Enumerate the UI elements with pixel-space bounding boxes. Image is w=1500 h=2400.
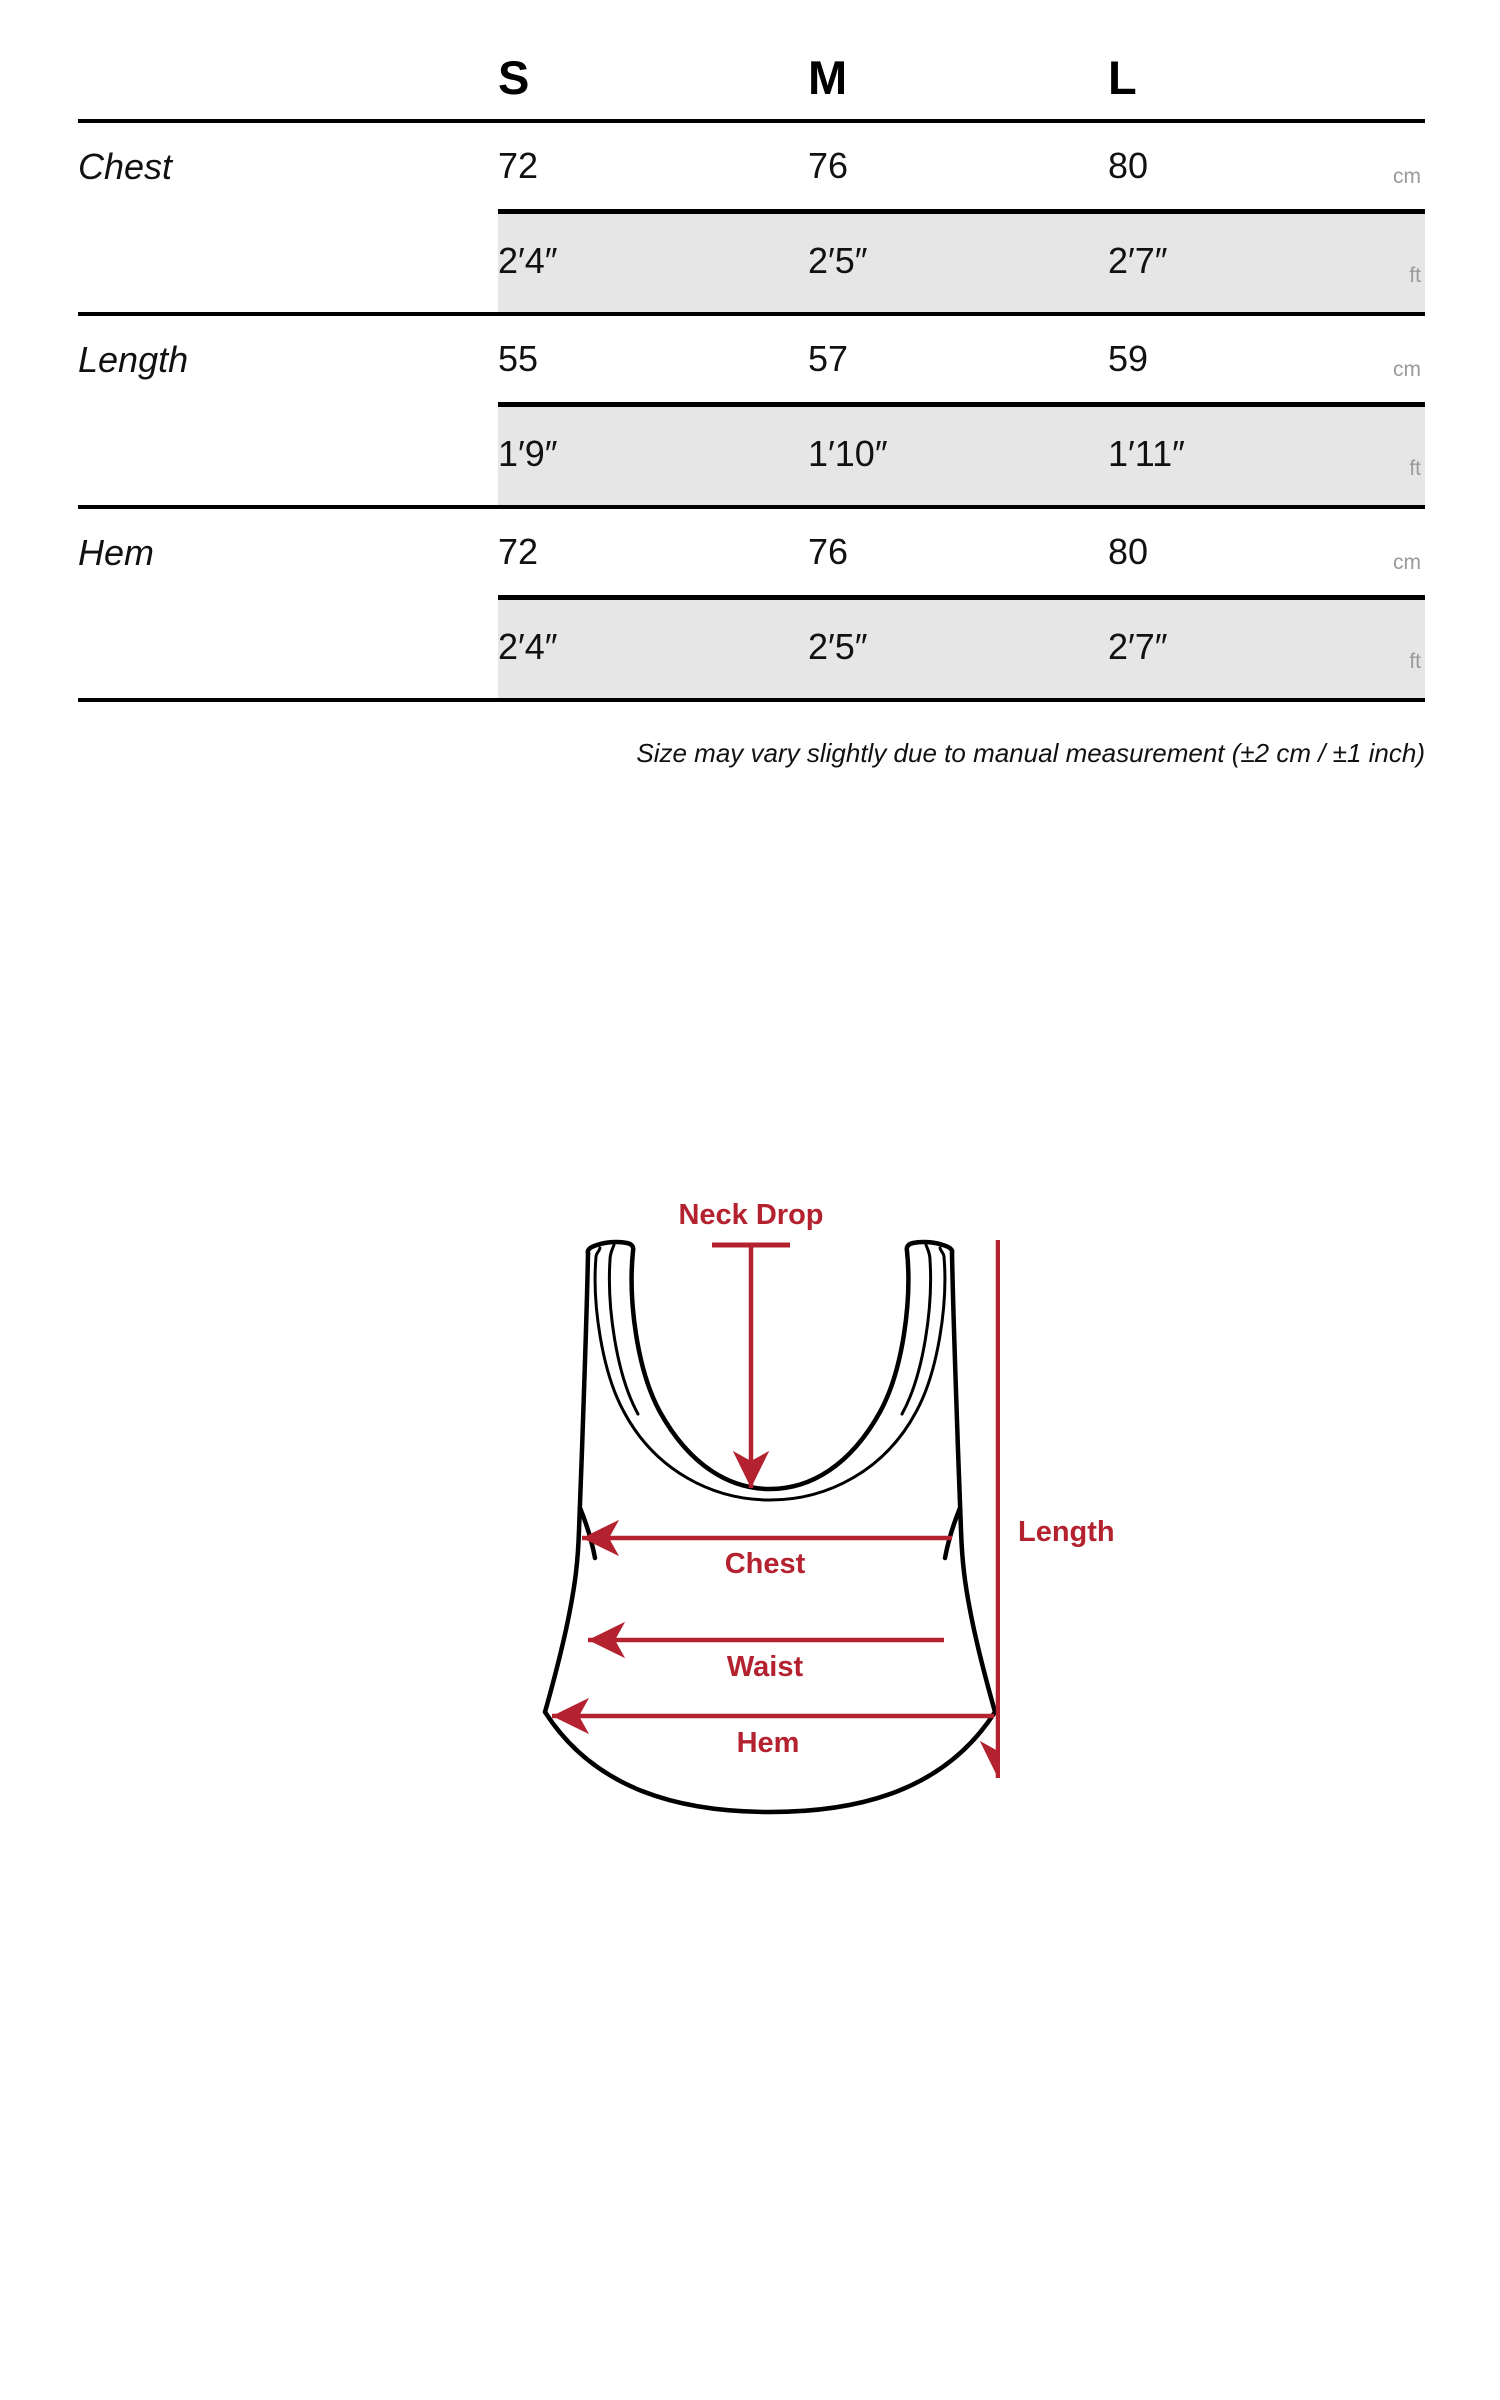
garment-measurement-diagram <box>540 1190 1115 1830</box>
table-row <box>78 212 1425 315</box>
size-chart-table <box>78 50 1425 702</box>
cell-length-cm-l: 59 <box>1108 314 1363 405</box>
cell-chest-ft-l: 2′7″ <box>1108 212 1363 315</box>
row-label-hem-imperial-blank <box>78 598 498 701</box>
table-row <box>78 121 1425 212</box>
unit-hem-cm: cm <box>1363 507 1425 598</box>
chest-label: Chest <box>724 1548 806 1580</box>
row-label-chest-imperial-blank <box>78 212 498 315</box>
header-size-m: M <box>808 51 848 104</box>
header-size-l: L <box>1108 51 1137 104</box>
cell-chest-ft-m: 2′5″ <box>808 212 1108 315</box>
row-label-hem: Hem <box>78 507 498 598</box>
cell-hem-ft-s: 2′4″ <box>498 598 808 701</box>
row-label-length: Length <box>78 314 498 405</box>
cell-length-ft-l: 1′11″ <box>1108 405 1363 508</box>
unit-length-ft: ft <box>1363 405 1425 508</box>
table-row <box>78 598 1425 701</box>
cell-hem-ft-l: 2′7″ <box>1108 598 1363 701</box>
neck-drop-measurement <box>678 1199 823 1488</box>
cell-length-cm-s: 55 <box>498 314 808 405</box>
measurement-disclaimer: Size may vary slightly due to manual measurement (±2 cm / ±1 inch) <box>636 738 1425 768</box>
cell-chest-cm-m: 76 <box>808 121 1108 212</box>
cell-chest-cm-l: 80 <box>1108 121 1363 212</box>
table-row <box>78 507 1425 598</box>
unit-length-cm: cm <box>1363 314 1425 405</box>
cell-chest-cm-s: 72 <box>498 121 808 212</box>
neck-drop-label: Neck Drop <box>678 1199 824 1231</box>
unit-chest-ft: ft <box>1363 212 1425 315</box>
waist-label: Waist <box>726 1651 804 1683</box>
cell-hem-ft-m: 2′5″ <box>808 598 1108 701</box>
header-size-s: S <box>498 51 530 104</box>
table-row <box>78 314 1425 405</box>
cell-hem-cm-m: 76 <box>808 507 1108 598</box>
cell-length-ft-s: 1′9″ <box>498 405 808 508</box>
hem-measurement <box>552 1716 994 1759</box>
length-label: Length <box>1018 1516 1115 1548</box>
row-label-length-imperial-blank <box>78 405 498 508</box>
cell-hem-cm-s: 72 <box>498 507 808 598</box>
table-row <box>78 405 1425 508</box>
waist-measurement <box>588 1640 944 1683</box>
unit-hem-ft: ft <box>1363 598 1425 701</box>
chest-measurement <box>582 1538 952 1580</box>
row-label-chest: Chest <box>78 121 498 212</box>
cell-hem-cm-l: 80 <box>1108 507 1363 598</box>
header-blank <box>78 50 498 121</box>
table-header <box>78 50 1425 121</box>
cell-length-cm-m: 57 <box>808 314 1108 405</box>
hem-label: Hem <box>736 1727 800 1759</box>
size-chart-table-container <box>78 50 1425 702</box>
cell-length-ft-m: 1′10″ <box>808 405 1108 508</box>
header-unit-blank <box>1363 50 1425 121</box>
table-body <box>78 121 1425 700</box>
neckline-trim-icon <box>595 1245 945 1500</box>
cell-chest-ft-s: 2′4″ <box>498 212 808 315</box>
unit-chest-cm: cm <box>1363 121 1425 212</box>
